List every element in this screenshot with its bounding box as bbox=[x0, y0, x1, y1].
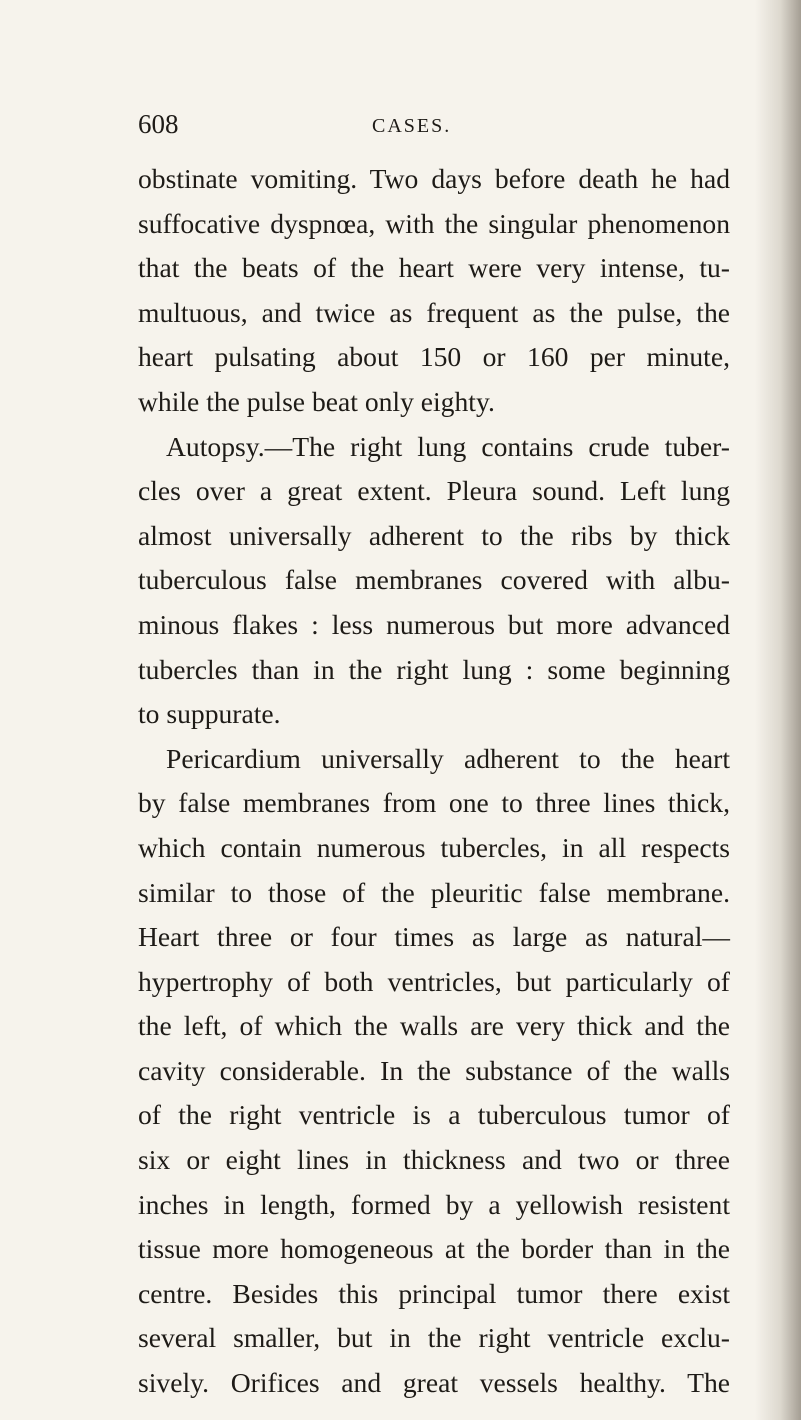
text-line: similar to those of the pleuritic false membrane. bbox=[138, 876, 730, 908]
text-line: which contain numerous tubercles, in all respects bbox=[138, 831, 730, 863]
text-line: suffocative dyspnœa, with the singular phenomenon bbox=[138, 207, 730, 239]
body-text bbox=[138, 157, 730, 1406]
page-header bbox=[138, 106, 698, 142]
text-line: cles over a great extent. Pleura sound. Left lung bbox=[138, 475, 730, 507]
page-edge-shadow bbox=[755, 0, 801, 1420]
running-head: CASES. bbox=[372, 115, 452, 137]
text-line: cavity considerable. In the substance of the walls bbox=[138, 1054, 730, 1086]
text-line: hypertrophy of both ventricles, but particularly of bbox=[138, 965, 730, 997]
text-line: the left, of which the walls are very thick and the bbox=[138, 1010, 730, 1042]
text-line: heart pulsating about 150 or 160 per minute, bbox=[138, 341, 730, 373]
text-line: of the right ventricle is a tuberculous tumor of bbox=[138, 1099, 730, 1131]
text-line: several smaller, but in the right ventricle exclu- bbox=[138, 1322, 730, 1354]
text-line: while the pulse beat only eighty. bbox=[138, 385, 495, 417]
text-line: obstinate vomiting. Two days before death he had bbox=[138, 163, 730, 194]
text-line: inches in length, formed by a yellowish resistent bbox=[138, 1188, 730, 1220]
text-line: by false membranes from one to three lines thick, bbox=[138, 787, 730, 819]
text-line: Heart three or four times as large as natural— bbox=[138, 921, 730, 953]
text-line: centre. Besides this principal tumor there exist bbox=[138, 1277, 730, 1309]
text-line: Autopsy.—The right lung contains crude tuber- bbox=[166, 430, 730, 462]
text-line: to suppurate. bbox=[138, 698, 281, 730]
text-line: Pericardium universally adherent to the heart bbox=[166, 742, 730, 774]
page-number: 608 bbox=[138, 109, 179, 139]
text-line: sively. Orifices and great vessels healthy. The bbox=[138, 1367, 730, 1399]
text-line: multuous, and twice as frequent as the pulse, the bbox=[138, 296, 730, 328]
text-line: tissue more homogeneous at the border than in the bbox=[138, 1233, 730, 1265]
text-line: tubercles than in the right lung : some beginning bbox=[138, 653, 730, 685]
text-line: minous flakes : less numerous but more advanced bbox=[138, 608, 730, 640]
text-line: six or eight lines in thickness and two or three bbox=[138, 1144, 730, 1176]
text-line: that the beats of the heart were very intense, tu- bbox=[138, 252, 730, 284]
text-line: tuberculous false membranes covered with albu- bbox=[138, 564, 730, 596]
text-line: almost universally adherent to the ribs by thick bbox=[138, 519, 730, 551]
